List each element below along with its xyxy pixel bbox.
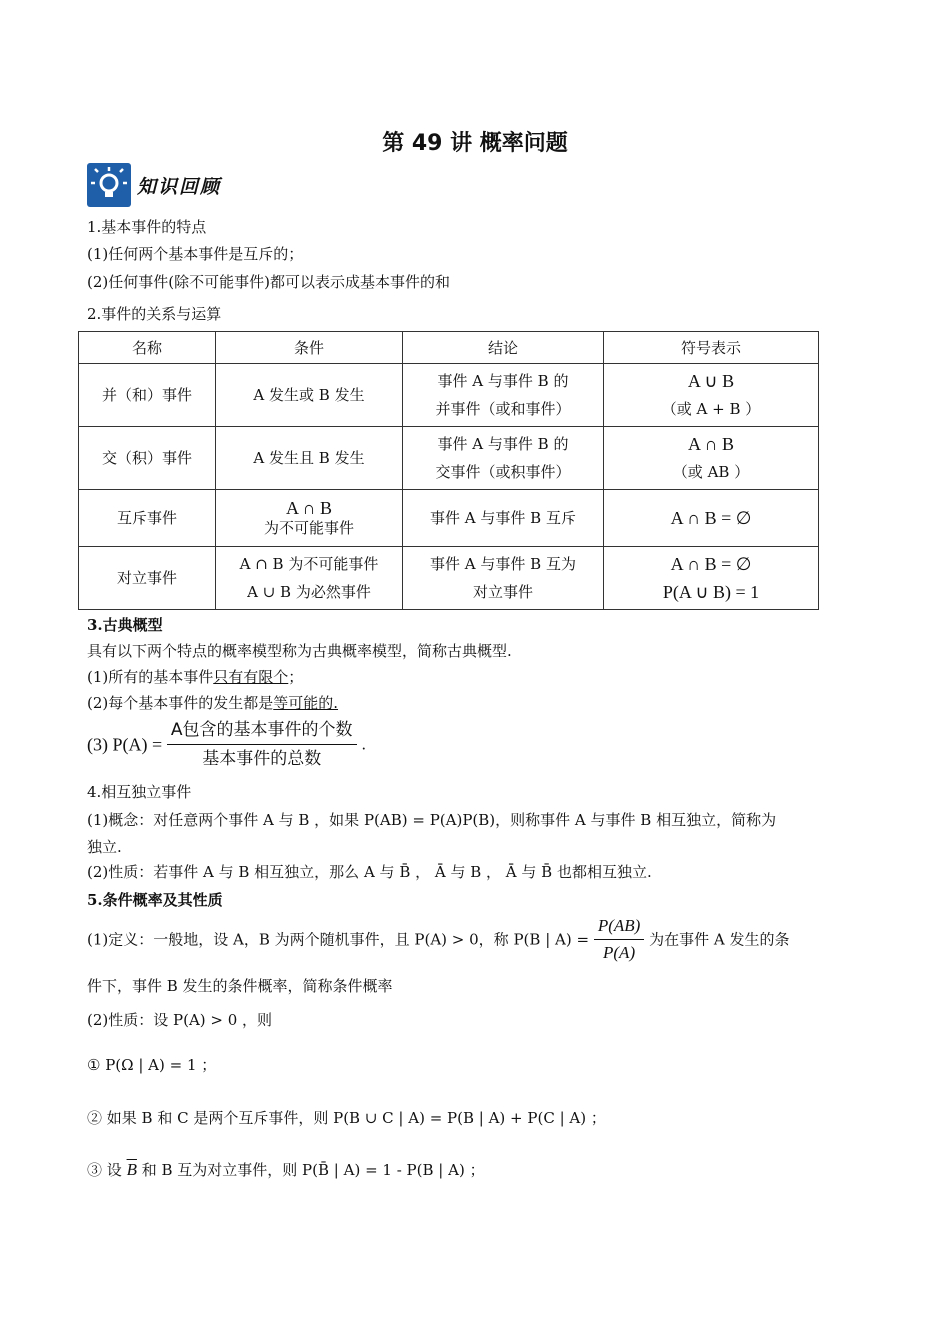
header-cell: 名称: [79, 332, 216, 364]
cell-name: 对立事件: [79, 547, 216, 610]
table-header-row: [79, 332, 819, 364]
s5-item-1: ① P(Ω | A) = 1 ；: [87, 1056, 217, 1074]
fraction: $\frac{\text{A包含的基本事件的个数}}{\text{基本事件的总数}}$: [167, 718, 357, 771]
s5-property: (2)性质：设 P(A) > 0 ，则: [87, 1011, 273, 1029]
cell-name: 并（和）事件: [79, 364, 216, 427]
s4-heading: 4.相互独立事件: [87, 783, 192, 801]
cell-concl: 事件 A 与事件 B 互斥: [403, 490, 604, 547]
cell-concl: 事件 A 与事件 B 的 并事件（或和事件）: [403, 364, 604, 427]
s5-heading: 5.条件概率及其性质: [87, 891, 223, 909]
s3-heading: 3.古典概型: [87, 616, 163, 634]
s5-definition-cont: 件下，事件 B 发生的条件概率，简称条件概率: [87, 977, 393, 995]
s5-item-2: ② 如果 B 和 C 是两个互斥事件，则 P(B ∪ C | A) = P(B | A) + P(C | A) ；: [87, 1109, 606, 1127]
table-row: [79, 364, 819, 427]
cell-concl: 事件 A 与事件 B 互为 对立事件: [403, 547, 604, 610]
cell-sym: A ∩ B = ∅ P(A ∪ B) = 1: [604, 547, 819, 610]
header-cell: 符号表示: [604, 332, 819, 364]
cell-sym: A ∩ B （或 AB ）: [604, 427, 819, 490]
s5-definition: (1)定义：一般地，设 A，B 为两个随机事件，且 P(A) > 0，称 P(B | A) = $\frac{P(AB)}{P(A)}$ 为在事件 A 发生的条: [87, 916, 790, 962]
section-badge: [87, 163, 221, 207]
table-row: [79, 427, 819, 490]
page-title: 第 49 讲 概率问题: [382, 131, 568, 156]
relation-table: [78, 331, 819, 610]
cell-cond: A 发生或 B 发生: [216, 364, 403, 427]
s4-concept: (1)概念：对任意两个事件 A 与 B ，如果 P(AB) = P(A)P(B)，则称事件 A 与事件 B 相互独立，简称为: [87, 811, 777, 829]
cell-cond: A ∩ B 为不可能事件 A ∪ B 为必然事件: [216, 547, 403, 610]
s3-p1: (1)所有的基本事件只有有限个；: [87, 668, 304, 686]
lightbulb-icon: [87, 163, 131, 207]
s1-heading: 1.基本事件的特点: [87, 218, 207, 236]
header-cell: 结论: [403, 332, 604, 364]
cell-sym: A ∪ B （或 A + B ）: [604, 364, 819, 427]
cell-concl: 事件 A 与事件 B 的 交事件（或积事件）: [403, 427, 604, 490]
s1-p2: (2)任何事件(除不可能事件)都可以表示成基本事件的和: [87, 273, 450, 291]
cell-sym: A ∩ B = ∅: [604, 490, 819, 547]
header-cell: 条件: [216, 332, 403, 364]
s5-item-3: ③ 设 $\overline{B}$ 和 B 互为对立事件，则 P(B̄ | A) = 1 - P(B | A) ；: [87, 1160, 485, 1179]
s3-intro: 具有以下两个特点的概率模型称为古典概率模型，简称古典概型.: [87, 642, 512, 660]
cell-cond: A 发生且 B 发生: [216, 427, 403, 490]
s3-formula: (3) P(A) = $\frac{\text{A包含的基本事件的个数}}{\text{基本事件的总数}}$ .: [87, 720, 367, 769]
s4-concept-cont: 独立.: [87, 838, 122, 856]
table-row: [79, 547, 819, 610]
cell-name: 互斥事件: [79, 490, 216, 547]
s4-property: (2)性质：若事件 A 与 B 相互独立，那么 A 与 B̄ ， Ā 与 B ， Ā 与 B̄ 也都相互独立.: [87, 863, 652, 881]
cell-name: 交（积）事件: [79, 427, 216, 490]
s2-heading: 2.事件的关系与运算: [87, 305, 222, 323]
s1-p1: (1)任何两个基本事件是互斥的；: [87, 245, 304, 263]
s3-p2: (2)每个基本事件的发生都是等可能的.: [87, 694, 339, 712]
cell-cond: A ∩ B 为不可能事件: [216, 490, 403, 547]
fraction: $\frac{P(AB)}{P(A)}$: [594, 915, 644, 964]
badge-label: 知识回顾: [137, 175, 222, 198]
table-row: [79, 490, 819, 547]
